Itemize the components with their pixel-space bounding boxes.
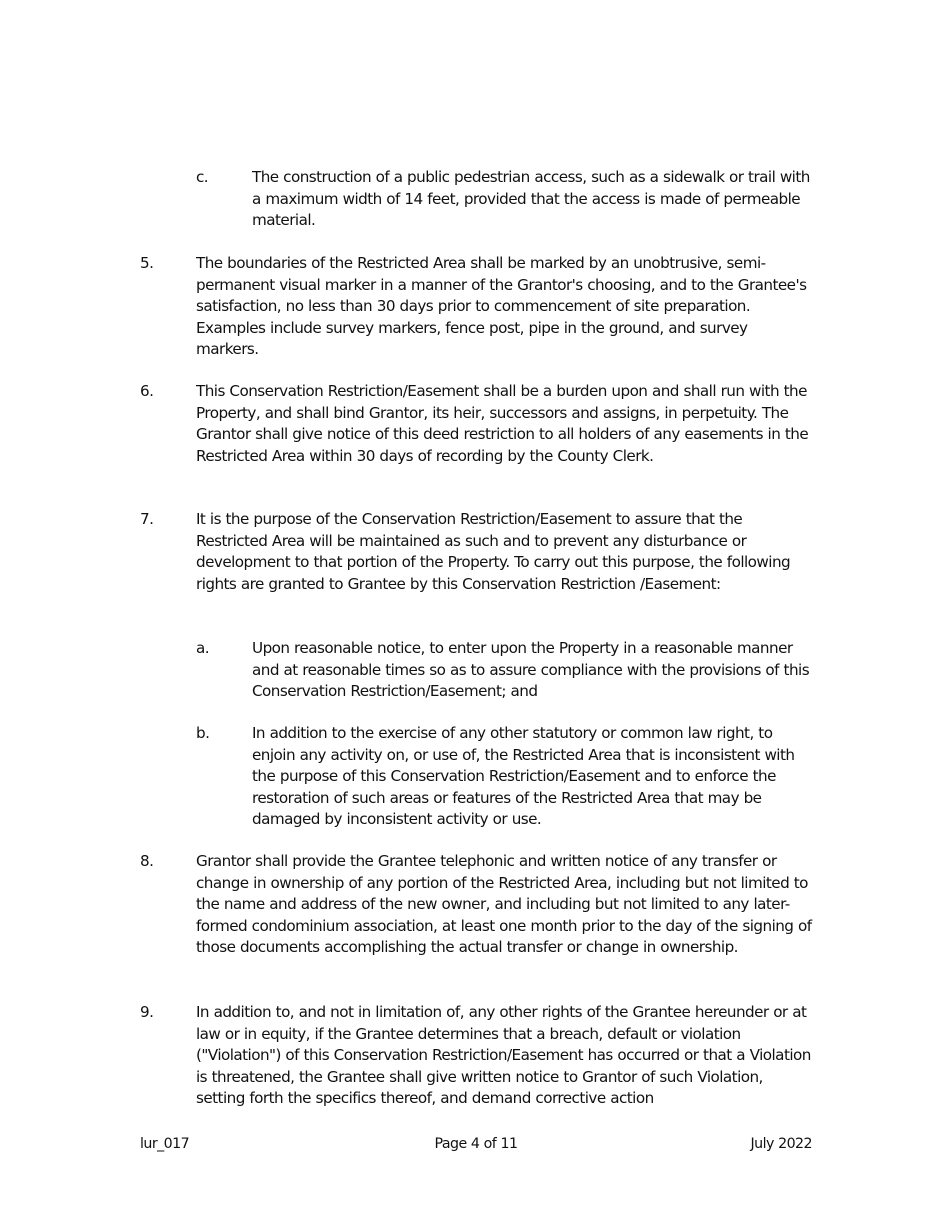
clause-text: In addition to the exercise of any other statutory or common law right, to enjoin any activity on, or use of, the Restricted Area that is inconsistent with the purpose of this Conservation Restriction/Easement and to enforce the restoration of such areas or features of the Restricted Area that may be damaged by inconsistent activity or use. <box>252 724 795 828</box>
clause-number: 8. <box>140 852 154 870</box>
clause-7 <box>140 509 812 595</box>
clause-text: Grantor shall provide the Grantee telephonic and written notice of any transfer or change in ownership of any portion of the Restricted Area, including but not limited to the name and address of the new owner, and including but not limited to any later-formed condominium association, at least one month prior to the day of the signing of those documents accomplishing the actual transfer or change in ownership. <box>196 852 812 956</box>
clause-text: In addition to, and not in limitation of, any other rights of the Grantee hereunder or at law or in equity, if the Grantee determines that a breach, default or violation ("Violation") of this Conservation Restriction/Easement has occurred or that a Violation is threatened, the Grantee shall give written notice to Grantor of such Violation, setting forth the specifics thereof, and demand corrective action <box>196 1003 811 1107</box>
clause-number: a. <box>196 639 210 657</box>
clause-text: Upon reasonable notice, to enter upon the Property in a reasonable manner and at reasonable times so as to assure compliance with the provisions of this Conservation Restriction/Easement; and <box>252 639 810 700</box>
clause-text: The boundaries of the Restricted Area shall be marked by an unobtrusive, semi-permanent visual marker in a manner of the Grantor's choosing, and to the Grantee's satisfaction, no less than 30 days prior to commencement of site preparation. Examples include survey markers, fence post, pipe in the ground, and survey markers. <box>196 254 807 358</box>
footer-page-number: Page 4 of 11 <box>434 1136 518 1152</box>
clause-number: 7. <box>140 510 154 528</box>
clause-4c <box>196 167 812 232</box>
page-footer <box>140 1134 812 1156</box>
clause-9 <box>140 1002 812 1110</box>
footer-doc-id: lur_017 <box>140 1136 190 1152</box>
clause-8 <box>140 851 812 959</box>
clause-number: 6. <box>140 382 154 400</box>
clause-number: 9. <box>140 1003 154 1021</box>
clause-7b <box>196 723 812 831</box>
clause-5 <box>140 253 812 361</box>
clause-number: b. <box>196 724 210 742</box>
footer-date: July 2022 <box>750 1136 812 1152</box>
clause-7a <box>196 638 812 703</box>
clause-text: The construction of a public pedestrian access, such as a sidewalk or trail with a maximum width of 14 feet, provided that the access is made of permeable material. <box>252 168 810 229</box>
clause-number: 5. <box>140 254 154 272</box>
clause-6 <box>140 381 812 467</box>
clause-number: c. <box>196 168 209 186</box>
clause-text: It is the purpose of the Conservation Restriction/Easement to assure that the Restricted Area will be maintained as such and to prevent any disturbance or development to that portion of the Property. To carry out this purpose, the following rights are granted to Grantee by this Conservation Restriction /Easement: <box>196 510 791 593</box>
clause-text: This Conservation Restriction/Easement shall be a burden upon and shall run with the Property, and shall bind Grantor, its heir, successors and assigns, in perpetuity. The Grantor shall give notice of this deed restriction to all holders of any easements in the Restricted Area within 30 days of recording by the County Clerk. <box>196 382 809 465</box>
